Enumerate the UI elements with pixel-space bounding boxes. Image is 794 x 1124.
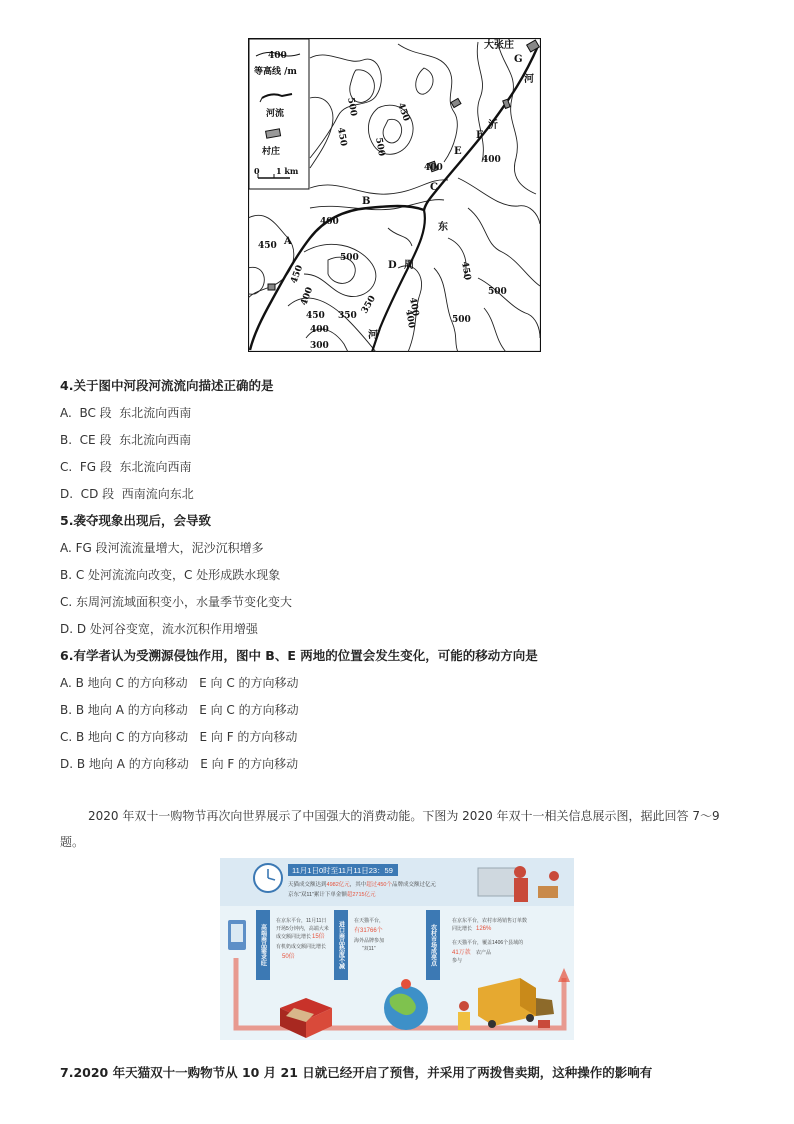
svg-text:沂: 沂 [488,120,498,131]
svg-text:400: 400 [299,285,316,308]
svg-text:400: 400 [403,308,417,330]
svg-text:开场5分钟内，高端大米: 开场5分钟内，高端大米 [276,926,329,932]
question-5-stem: 5.袭夺现象出现后，会导致 [60,513,211,528]
svg-text:50倍: 50倍 [282,954,295,960]
double-eleven-infographic [220,858,574,1040]
svg-text:河: 河 [368,330,378,341]
village-name-label: 大张庄 [484,40,514,51]
question-5-option-c: C. 东周河流域面积变小，水量季节变化变大 [60,595,293,609]
svg-text:同比增长: 同比增长 [452,926,473,932]
svg-text:“双11”: “双11” [362,946,376,952]
svg-text:350: 350 [338,311,357,321]
svg-text:在京东平台，11月11日: 在京东平台，11月11日 [276,918,327,924]
svg-text:在京东平台，农村市场销售订单数: 在京东平台，农村市场销售订单数 [452,918,528,924]
village-icon [268,284,275,290]
point-label-g: G [514,54,523,65]
question-6-option-a: A. B 地向 C 的方向移动 E 向 C 的方向移动 [60,676,299,690]
svg-text:天猫成交额达到4982亿元，其中超过450个品牌成交额过亿元: 天猫成交额达到4982亿元，其中超过450个品牌成交额过亿元 [288,882,436,888]
question-6-option-c: C. B 地向 C 的方向移动 E 向 F 的方向移动 [60,730,298,744]
tag-rural: 农村市场成亮点 [429,924,436,966]
point-label-e: E [454,146,462,157]
parcel-icon [538,886,558,898]
question-4-option-a: A. BC 段 东北流向西南 [60,406,192,420]
legend-river-label: 河流 [266,109,285,119]
svg-text:500: 500 [373,136,387,158]
point-label-c: C [430,182,438,193]
svg-text:15倍: 15倍 [312,934,325,940]
question-5-option-a: A. FG 段河流流量增大，泥沙沉积增多 [60,541,264,555]
svg-text:300: 300 [310,341,329,351]
question-5-option-d: D. D 处河谷变宽，流水沉积作用增强 [60,622,258,636]
point-label-d: D [388,260,397,271]
question-7-stem: 7.2020 年天猫双十一购物节从 10 月 21 日就已经开启了预售，并采用了两拨售卖期，这种操作的影响有 [60,1065,653,1080]
legend-scale-one: 1 km [276,166,299,176]
svg-text:500: 500 [452,315,471,325]
svg-text:350: 350 [359,294,378,316]
svg-text:400: 400 [482,155,501,165]
svg-text:450: 450 [395,101,412,123]
question-6-stem: 6.有学者认为受溯源侵蚀作用，图中 B、E 两地的位置会发生变化，可能的移动方向是 [60,648,538,663]
svg-text:河: 河 [524,74,534,85]
svg-text:400: 400 [320,217,339,227]
svg-text:参与: 参与 [452,958,463,964]
svg-text:400: 400 [424,163,443,173]
svg-text:450: 450 [335,126,349,148]
svg-text:450: 450 [306,311,325,321]
legend-scale-zero: 0 [254,166,260,176]
point-label-a: A [284,236,292,247]
question-4-stem: 4.关于图中河段河流流向描述正确的是 [60,378,274,393]
map-legend [249,39,309,189]
question-6-option-d: D. B 地向 A 的方向移动 E 向 F 的方向移动 [60,757,299,771]
point-label-f: F [476,130,484,141]
topographic-map-svg [248,38,541,352]
passage [60,803,732,855]
question-4-option-b: B. CE 段 东北流向西南 [60,433,192,447]
svg-text:500: 500 [345,96,359,118]
svg-text:在天猫平台，: 在天猫平台， [354,918,385,924]
tag-premium: 高端商品需求旺 [259,924,266,966]
legend-contour-label: 等高线 /m [254,67,297,77]
svg-text:500: 500 [340,253,359,263]
question-4-option-c: C. FG 段 东北流向西南 [60,460,192,474]
time-range: 11月1日0时至11月11日23：59 [292,866,393,875]
svg-text:450: 450 [459,260,473,282]
svg-text:东: 东 [438,222,448,233]
svg-text:126%: 126% [476,926,492,932]
svg-text:41万款: 41万款 [452,950,471,956]
question-5-option-b: B. C 处河流流向改变，C 处形成跌水现象 [60,568,281,582]
question-6-option-b: B. B 地向 A 的方向移动 E 向 C 的方向移动 [60,703,299,717]
svg-text:成交额同比增长: 成交额同比增长 [276,934,312,940]
svg-text:有机奶成交额同比增长: 有机奶成交额同比增长 [276,944,327,950]
svg-text:400: 400 [310,325,329,335]
svg-text:450: 450 [289,263,306,286]
svg-text:农产品: 农产品 [476,950,492,956]
svg-text:有31766个: 有31766个 [354,928,383,934]
legend-contour-sample: 400 [268,51,287,61]
topographic-map [248,38,541,352]
infographic-svg [220,858,574,1040]
passage-text: 2020 年双十一购物节再次向世界展示了中国强大的消费动能。下图为 2020 年双十一相关信息展示图，据此回答 7～9 题。 [60,809,720,849]
svg-text:在天猫平台，覆盖1406个县域的: 在天猫平台，覆盖1406个县域的 [452,940,524,946]
tag-imports: 进口商品热度不减 [337,921,344,969]
svg-text:周: 周 [404,260,414,271]
question-4-option-d: D. CD 段 西南流向东北 [60,487,194,501]
svg-text:500: 500 [488,287,507,297]
svg-text:京东“双11”累计下单金额超2715亿元: 京东“双11”累计下单金额超2715亿元 [288,892,376,898]
desk-computer-icon [478,868,520,896]
svg-text:450: 450 [258,241,277,251]
legend-village-label: 村庄 [262,147,281,157]
svg-text:海外品牌参加: 海外品牌参加 [354,938,385,944]
point-label-b: B [362,196,371,207]
svg-text:400: 400 [407,296,421,318]
